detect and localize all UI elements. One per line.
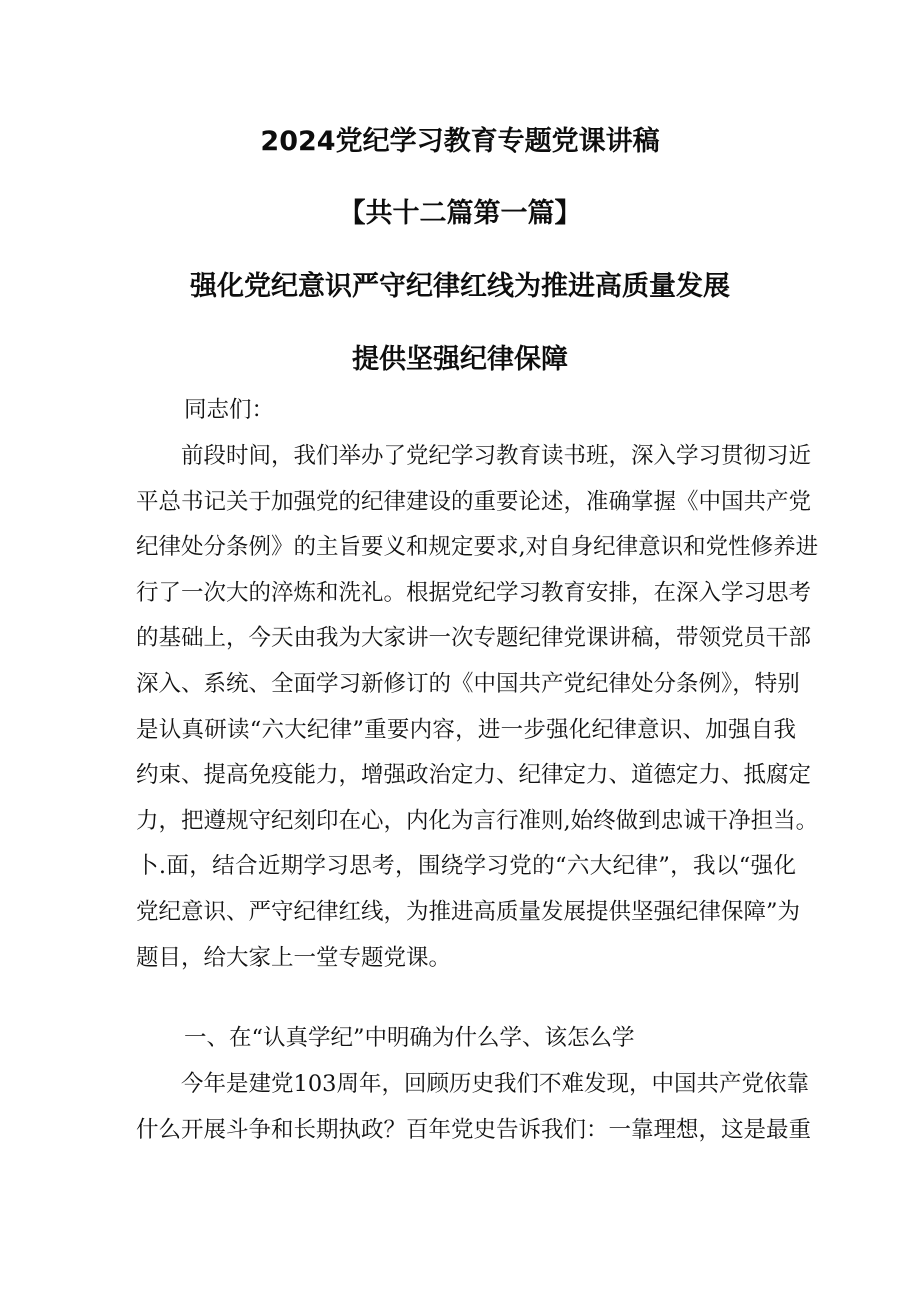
paragraph-1-line: 前段时间，我们举办了党纪学习教育读书班，深入学习贯彻习近 [181,443,812,469]
paragraph-1-line: 是认真研读“六大纪律”重要内容，进一步强化纪律意识、加强自我 [136,716,796,743]
document-title-line-2: 【共十二篇第一篇】 [338,198,582,229]
paragraph-1-line: 深入、系统、全面学习新修订的《中国共产党纪律处分条例》，特别 [136,670,800,697]
paragraph-1-line: 行了一次大的淬炼和洗礼。根据党纪学习教育安排，在深入学习思考 [136,579,812,606]
paragraph-1-line: 卜.面，结合近期学习思考，围绕学习党的“六大纪律”，我以“强化 [136,853,796,880]
paragraph-1-line: 题目，给大家上一堂专题党课。 [136,944,452,971]
paragraph-2-line: 今年是建党103周年，回顾历史我们不难发现，中国共产党依靠 [181,1071,809,1097]
paragraph-1-line: 力，把遵规守纪刻印在心，内化为言行准则,始终做到忠诚干净担当。 [136,807,819,834]
document-title-line-3: 强化党纪意识严守纪律红线为推进高质量发展 [190,271,730,302]
paragraph-1-line: 平总书记关于加强党的纪律建设的重要论述，准确掌握《中国共产党 [136,488,812,515]
paragraph-1-line: 约束、提高免疫能力，增强政治定力、纪律定力、道德定力、抵腐定 [136,762,812,789]
paragraph-1-line: 党纪意识、严守纪律红线，为推进高质量发展提供坚强纪律保障”为 [136,898,801,925]
paragraph-1-line: 的基础上，今天由我为大家讲一次专题纪律党课讲稿，带领党员干部 [136,625,812,652]
document-title-line-4: 提供坚强纪律保障 [352,344,568,375]
paragraph-1 [136,434,819,981]
section-heading-1: 一、在“认真学纪”中明确为什么学、该怎么学 [184,1025,635,1051]
document-title-line-1: 2024党纪学习教育专题党课讲稿 [260,126,660,157]
paragraph-2-line: 什么开展斗争和长期执政？百年党史告诉我们：一靠理想，这是最重 [136,1116,812,1143]
paragraph-1-line: 纪律处分条例》的主旨要义和规定要求,对自身纪律意识和党性修养进 [136,534,819,561]
paragraph-2 [136,1062,812,1153]
greeting: 同志们： [184,397,275,423]
